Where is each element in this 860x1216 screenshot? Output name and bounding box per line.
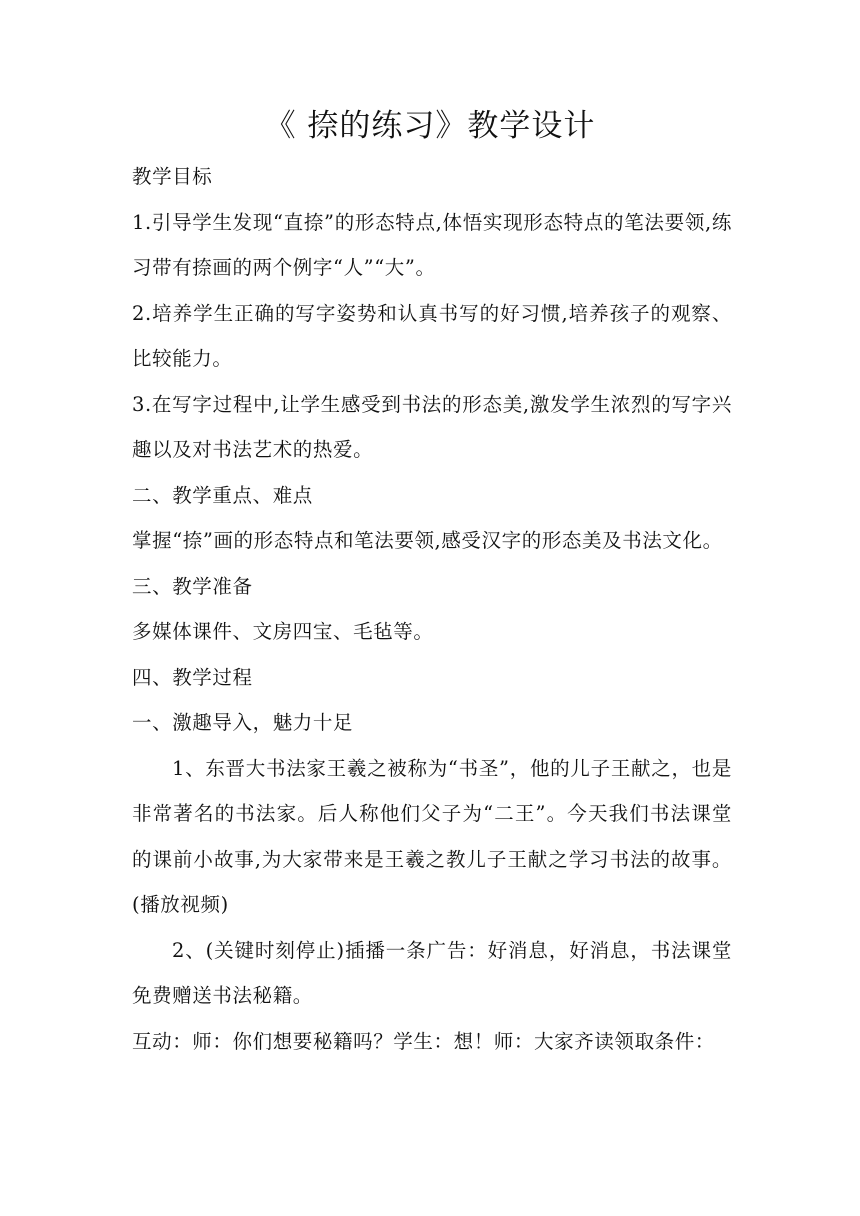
objective-2: 2.培养学生正确的写字姿势和认真书写的好习惯,培养孩子的观察、比较能力。 bbox=[132, 301, 732, 370]
process-paragraph-2: 2、(关键时刻停止)插播一条广告：好消息，好消息，书法课堂免费赠送书法秘籍。 bbox=[132, 938, 732, 1007]
section-heading-key-points: 二、教学重点、难点 bbox=[132, 483, 313, 507]
objective-1: 1.引导学生发现“直捺”的形态特点,体悟实现形态特点的笔法要领,练习带有捺画的两个例字“人”“大”。 bbox=[132, 210, 732, 279]
section-heading-preparation: 三、教学准备 bbox=[132, 574, 253, 598]
preparation-text: 多媒体课件、文房四宝、毛毡等。 bbox=[132, 620, 434, 643]
section-heading-objectives: 教学目标 bbox=[132, 165, 213, 188]
document-title: 《 捺的练习》教学设计 bbox=[264, 108, 596, 144]
section-heading-process: 四、教学过程 bbox=[132, 665, 253, 689]
objective-3: 3.在写字过程中,让学生感受到书法的形态美,激发学生浓烈的写字兴趣以及对书法艺术的热爱。 bbox=[132, 392, 732, 461]
interaction-line: 互动：师：你们想要秘籍吗？学生：想！师：大家齐读领取条件： bbox=[132, 1029, 715, 1053]
process-paragraph-1: 1、东晋大书法家王羲之被称为“书圣”，他的儿子王献之，也是非常著名的书法家。后人称他们父子为“二王”。今天我们书法课堂的课前小故事,为大家带来是王羲之教儿子王献之学习书法的故事。(播放视频) bbox=[132, 756, 732, 916]
document-body bbox=[132, 154, 732, 1064]
process-step-heading: 一、激趣导入，魅力十足 bbox=[132, 711, 354, 734]
key-points-text: 掌握“捺”画的形态特点和笔法要领,感受汉字的形态美及书法文化。 bbox=[132, 529, 723, 552]
